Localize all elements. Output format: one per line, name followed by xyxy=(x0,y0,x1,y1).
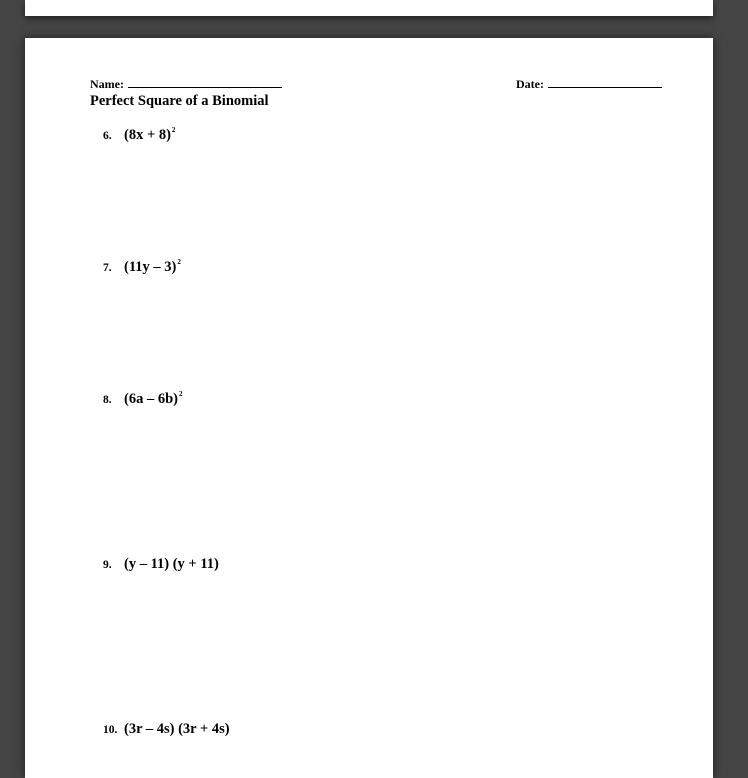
exponent: 2 xyxy=(177,258,181,266)
date-field xyxy=(516,77,662,91)
name-blank-line xyxy=(128,77,282,88)
previous-page-edge xyxy=(25,0,713,16)
problem-8 xyxy=(103,390,182,409)
exponent: 2 xyxy=(178,390,183,398)
name-field xyxy=(90,77,282,91)
problem-10 xyxy=(103,720,230,739)
date-blank-line xyxy=(548,77,662,88)
problem-9 xyxy=(103,555,219,574)
worksheet-title: Perfect Square of a Binomial xyxy=(90,93,269,109)
problem-number: 7. xyxy=(103,262,112,274)
name-label: Name: xyxy=(90,77,124,91)
problem-expression: (y – 11) (y + 11) xyxy=(124,556,219,572)
worksheet-page xyxy=(25,38,713,778)
problem-expression: (6a – 6b)$^2$ xyxy=(124,390,183,407)
problem-number: 10. xyxy=(103,724,118,736)
problem-expression: (11y – 3)$^2$ xyxy=(124,258,181,275)
problem-7 xyxy=(103,258,181,277)
exponent: 2 xyxy=(171,126,176,134)
problem-6 xyxy=(103,126,175,145)
date-label: Date: xyxy=(516,77,544,91)
problem-number: 9. xyxy=(103,559,112,571)
problem-number: 6. xyxy=(103,130,112,142)
problem-number: 8. xyxy=(103,394,112,406)
problem-expression: (3r – 4s) (3r + 4s) xyxy=(124,721,230,737)
problem-expression: $(8x + 8)^2$ xyxy=(124,126,176,143)
